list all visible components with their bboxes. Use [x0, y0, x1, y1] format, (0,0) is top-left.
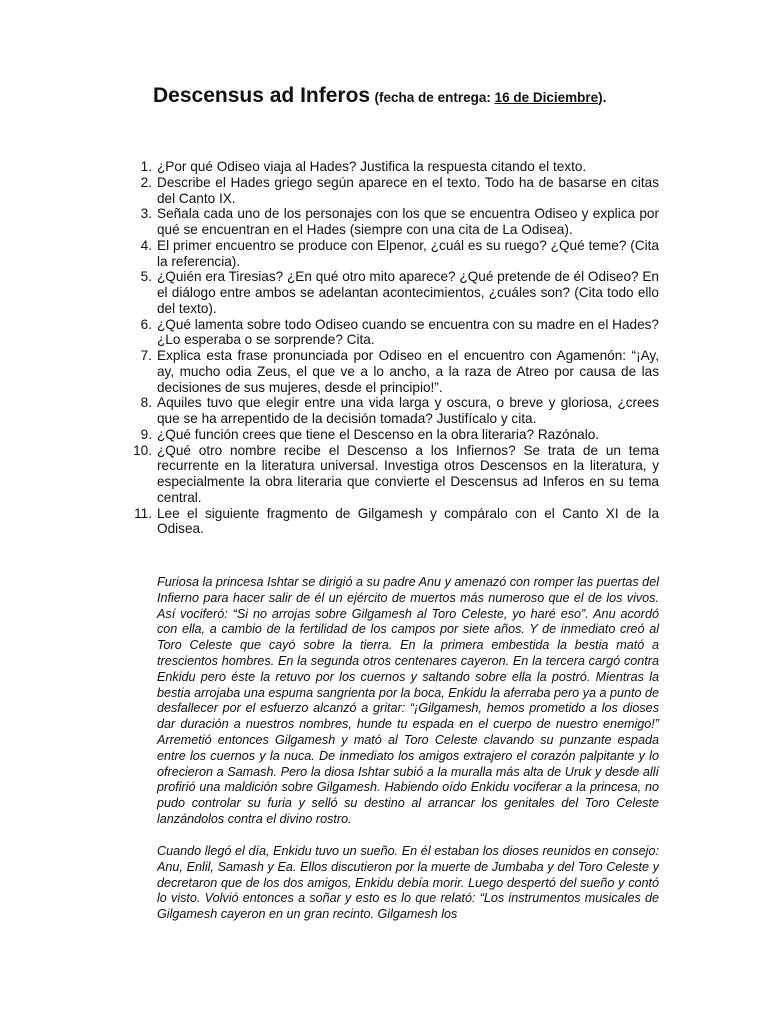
question-item: [128, 348, 659, 395]
question-text: ¿Quién era Tiresias? ¿En qué otro mito aparece? ¿Qué pretende de él Odiseo? En el diálogo entre ambos se adelantan acontecimientos, ¿cuáles son? (Cita todo ello del texto).: [157, 269, 659, 316]
gilgamesh-excerpt-paragraph-1: Furiosa la princesa Ishtar se dirigió a su padre Anu y amenazó con romper las puertas del Infierno para hacer salir de él un ejército de muertos más numeroso que el de los vivos. Así vociferó: “Si no arrojas sobre Gilgamesh al Toro Celeste, yo haré eso”. Anu acordó con ella, a cambio de la fertilidad de los campos por siete años. Y de inmediato creó al Toro Celeste que cayó sobre la tierra. En la primera embestida la bestia mató a trescientos hombres. En la segunda otros centenares cayeron. En la tercera cargó contra Enkidu pero éste la retuvo por los cuernos y saltando sobre ella la postró. Mientras la bestia arrojaba una espuma sangrienta por la boca, Enkidu la aferraba pero ya a punto de desfallecer por el esfuerzo alcanzó a gritar: “¡Gilgamesh, hemos prometido a los dioses dar duración a nuestros nombres, hunde tu espada en el cuerpo de nuestro enemigo!” Arremetió entonces Gilgamesh y mató al Toro Celeste clavando su punzante espada entre los cuernos y la nuca. De inmediato los amigos extrajero el corazón palpitante y lo ofrecieron a Samash. Pero la diosa Ishtar subió a la muralla más alta de Uruk y desde allí profirió una maldición sobre Gilgamesh. Habiendo oído Enkidu vociferar a la princesa, no pudo controlar su furia y selló su destino al arrancar los genitales del Toro Celeste lanzándolos contra el divino rostro.: [157, 575, 659, 826]
question-item: [128, 317, 659, 349]
question-text: Lee el siguiente fragmento de Gilgamesh y compáralo con el Canto XI de la Odisea.: [157, 505, 659, 537]
due-date-suffix: ).: [598, 90, 607, 105]
due-date: 16 de Diciembre: [494, 90, 599, 105]
question-item: [128, 269, 659, 316]
question-number: 2.: [140, 174, 152, 190]
question-number: 9.: [140, 426, 152, 442]
question-number: 11.: [134, 505, 152, 521]
question-number: 3.: [140, 206, 152, 222]
question-text: ¿Qué lamenta sobre todo Odiseo cuando se encuentra con su madre en el Hades? ¿Lo esperaba o se sorprende? Cita.: [157, 316, 659, 348]
question-text: ¿Por qué Odiseo viaja al Hades? Justifica la respuesta citando el texto.: [157, 159, 587, 174]
question-item: [128, 238, 659, 270]
question-item: [128, 175, 659, 207]
question-text: Explica esta frase pronunciada por Odiseo en el encuentro con Agamenón: “¡Ay, ay, mucho odia Zeus, el que ve a lo ancho, a la raza de Atreo por causa de las decisiones de sus mujeres, desde el principio!”.: [157, 348, 659, 395]
question-list: [128, 159, 659, 537]
question-number: 6.: [140, 316, 152, 332]
due-date-prefix: (fecha de entrega:: [374, 90, 495, 105]
gilgamesh-excerpt-paragraph-2: Cuando llegó el día, Enkidu tuvo un sueño. En él estaban los dioses reunidos en consejo: Anu, Enlil, Samash y Ea. Ellos discutieron por la muerte de Jumbaba y del Toro Celeste y decretaron que de los dos amigos, Enkidu debía morir. Luego despertó del sueño y contó lo visto. Volvió entonces a soñar y esto es lo que relató: “Los instrumentos musicales de Gilgamesh cayeron en un gran recinto. Gilgamesh los: [157, 844, 659, 922]
question-number: 7.: [140, 348, 152, 363]
question-item: [128, 206, 659, 238]
question-text: Señala cada uno de los personajes con los que se encuentra Odiseo y explica por qué se encuentran en el Hades (siempre con una cita de La Odisea).: [157, 206, 659, 237]
question-item: [128, 159, 659, 175]
question-text: ¿Qué función crees que tiene el Descenso en la obra literaria? Razónalo.: [157, 426, 600, 442]
question-item: [128, 395, 659, 427]
question-item: [128, 506, 659, 538]
question-number: 8.: [140, 395, 152, 411]
document-title: [153, 84, 606, 108]
title-text: Descensus ad Inferos: [153, 84, 371, 107]
question-text: El primer encuentro se produce con Elpenor, ¿cuál es su ruego? ¿Qué teme? (Cita la referencia).: [157, 237, 659, 269]
due-date-note: [375, 90, 607, 105]
question-text: Aquiles tuvo que elegir entre una vida larga y oscura, o breve y gloriosa, ¿crees que se ha arrepentido de la decisión tomada? Justifícalo y cita.: [157, 395, 659, 426]
question-item: [128, 443, 659, 506]
question-number: 10.: [133, 442, 152, 458]
question-text: ¿Qué otro nombre recibe el Descenso a los Infiernos? Se trata de un tema recurrente en la literatura universal. Investiga otros Descensos en la literatura, y especialmente la obra literaria que convierte el Descensus ad Inferos en su tema central.: [157, 442, 659, 505]
question-item: [128, 427, 659, 443]
question-number: 1.: [140, 159, 152, 174]
question-text: Describe el Hades griego según aparece en el texto. Todo ha de basarse en citas del Canto IX.: [157, 174, 659, 206]
question-number: 4.: [140, 237, 152, 253]
question-number: 5.: [140, 269, 152, 285]
